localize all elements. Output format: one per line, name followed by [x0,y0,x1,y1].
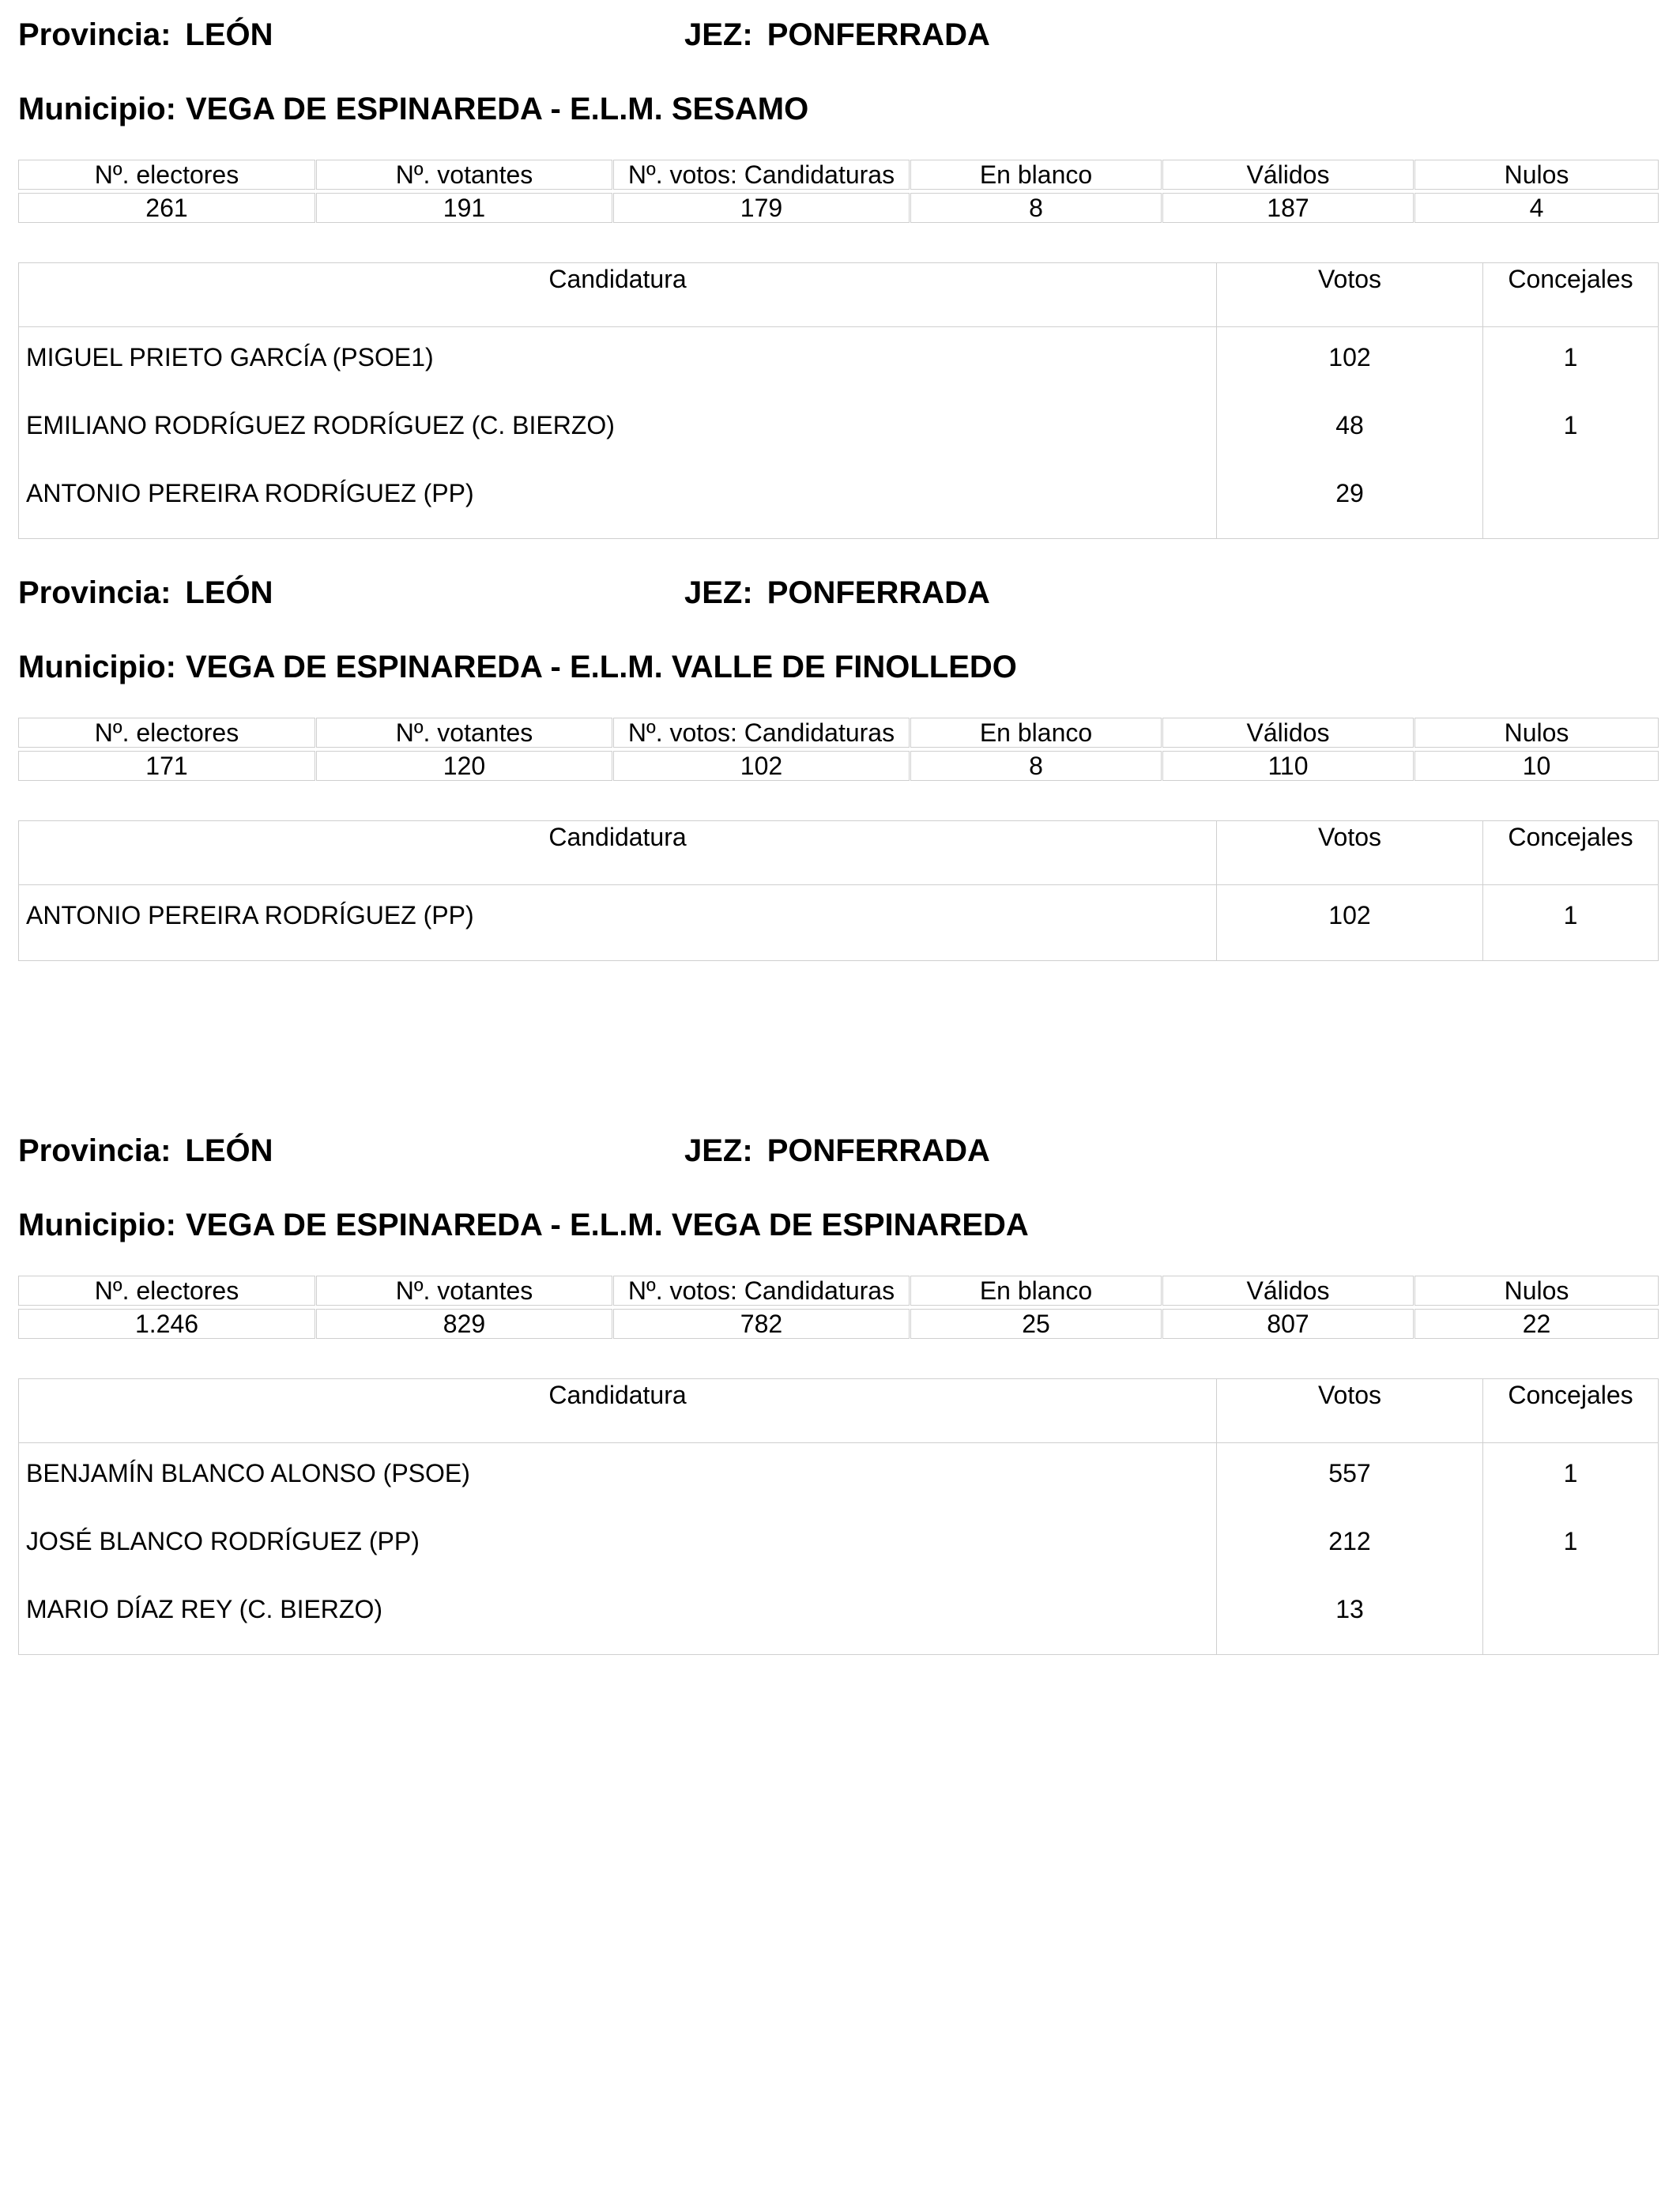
summary-value-row [18,751,1659,781]
provincia-value: LEÓN [185,575,273,610]
candidate-concejales: 1 [1563,901,1578,929]
summary-header-row [18,160,1659,190]
summary-value-cell: 120 [316,751,612,781]
candidate-row [19,391,1658,459]
summary-value-cell: 8 [910,751,1162,781]
summary-header-row [18,718,1659,748]
summary-header-cell: En blanco [910,718,1162,748]
summary-header-cell: Nº. votos: Candidaturas [613,718,910,748]
candidates-header-row [19,1379,1658,1443]
municipio-value: VEGA DE ESPINAREDA - E.L.M. VEGA DE ESPINAREDA [185,1208,1029,1242]
candidate-name: MARIO DÍAZ REY (C. BIERZO) [26,1595,382,1623]
candidate-votes: 102 [1328,901,1371,929]
candidates-header-cell: Candidatura [548,265,687,293]
summary-value-cell: 25 [910,1309,1162,1339]
candidate-row [19,1439,1658,1507]
summary-header-cell: Válidos [1162,718,1414,748]
summary-table [18,1276,1659,1339]
candidate-row [19,1575,1658,1643]
summary-header-cell: Nº. votantes [316,1276,612,1306]
summary-table [18,718,1659,781]
jez-value: PONFERRADA [767,17,990,52]
summary-table [18,160,1659,223]
summary-header-cell: Nulos [1414,160,1659,190]
summary-value-row [18,193,1659,223]
summary-value-cell: 4 [1414,193,1659,223]
candidates-header-cell: Concejales [1508,265,1633,293]
municipio-label: Municipio: [18,1208,176,1242]
jez-value: PONFERRADA [767,575,990,610]
jez-label: JEZ: [684,575,753,610]
jez-line [684,1132,990,1170]
candidate-name: BENJAMÍN BLANCO ALONSO (PSOE) [26,1459,470,1487]
provincia-line [18,16,273,54]
summary-header-cell: Válidos [1162,1276,1414,1306]
candidates-table [18,262,1659,539]
summary-value-cell: 191 [316,193,612,223]
summary-value-cell: 110 [1162,751,1414,781]
summary-header-cell: Nº. electores [18,1276,315,1306]
provincia-value: LEÓN [185,1133,273,1168]
candidate-concejales: 1 [1563,1459,1578,1487]
candidates-header-row [19,821,1658,885]
summary-header-cell: Nº. electores [18,160,315,190]
jez-label: JEZ: [684,17,753,52]
summary-header-cell: En blanco [910,1276,1162,1306]
summary-header-cell: Nº. votantes [316,160,612,190]
provincia-label: Provincia: [18,575,171,610]
municipio-value: VEGA DE ESPINAREDA - E.L.M. SESAMO [185,92,809,126]
summary-header-cell: Nº. votantes [316,718,612,748]
candidate-row [19,459,1658,527]
summary-header-cell: Nº. votos: Candidaturas [613,160,910,190]
candidate-name: JOSÉ BLANCO RODRÍGUEZ (PP) [26,1527,420,1555]
summary-value-cell: 1.246 [18,1309,315,1339]
summary-header-cell: Válidos [1162,160,1414,190]
candidate-row [19,1507,1658,1575]
candidates-header-cell: Votos [1317,265,1382,293]
summary-value-cell: 10 [1414,751,1659,781]
candidate-votes: 557 [1328,1459,1371,1487]
candidates-header-cell: Candidatura [548,1381,687,1409]
summary-value-cell: 261 [18,193,315,223]
candidate-votes: 102 [1328,343,1371,371]
municipio-value: VEGA DE ESPINAREDA - E.L.M. VALLE DE FINOLLEDO [185,650,1017,684]
summary-value-cell: 22 [1414,1309,1659,1339]
municipio-label: Municipio: [18,650,176,684]
jez-line [684,574,990,612]
summary-header-cell: Nº. votos: Candidaturas [613,1276,910,1306]
jez-line [684,16,990,54]
candidate-votes: 13 [1335,1595,1364,1623]
candidate-concejales: 1 [1563,343,1578,371]
provincia-value: LEÓN [185,17,273,52]
summary-header-row [18,1276,1659,1306]
summary-header-cell: Nº. electores [18,718,315,748]
summary-header-cell: Nulos [1414,718,1659,748]
candidates-table [18,1378,1659,1655]
candidate-concejales: 1 [1563,411,1578,439]
summary-value-row [18,1309,1659,1339]
summary-value-cell: 8 [910,193,1162,223]
provincia-label: Provincia: [18,17,171,52]
municipio-line [18,90,808,128]
election-section [0,1116,1680,1669]
municipio-line [18,648,1017,686]
candidate-name: ANTONIO PEREIRA RODRÍGUEZ (PP) [26,901,474,929]
candidate-concejales: 1 [1563,1527,1578,1555]
provincia-line [18,1132,273,1170]
summary-header-cell: En blanco [910,160,1162,190]
candidates-header-row [19,263,1658,327]
summary-value-cell: 171 [18,751,315,781]
candidate-row [19,881,1658,949]
jez-label: JEZ: [684,1133,753,1168]
summary-value-cell: 807 [1162,1309,1414,1339]
candidate-votes: 29 [1335,479,1364,507]
candidates-header-cell: Concejales [1508,823,1633,851]
summary-value-cell: 782 [613,1309,910,1339]
candidate-row [19,323,1658,391]
jez-value: PONFERRADA [767,1133,990,1168]
summary-value-cell: 829 [316,1309,612,1339]
candidate-concejales [1483,1575,1658,1643]
candidate-name: MIGUEL PRIETO GARCÍA (PSOE1) [26,343,434,371]
candidate-votes: 212 [1328,1527,1371,1555]
provincia-label: Provincia: [18,1133,171,1168]
candidates-header-cell: Votos [1317,1381,1382,1409]
candidates-table [18,820,1659,961]
candidates-header-cell: Candidatura [548,823,687,851]
candidate-name: EMILIANO RODRÍGUEZ RODRÍGUEZ (C. BIERZO) [26,411,615,439]
election-section [0,0,1680,553]
summary-header-cell: Nulos [1414,1276,1659,1306]
candidates-header-cell: Concejales [1508,1381,1633,1409]
candidate-name: ANTONIO PEREIRA RODRÍGUEZ (PP) [26,479,474,507]
provincia-line [18,574,273,612]
candidates-header-cell: Votos [1317,823,1382,851]
election-section [0,558,1680,1111]
candidate-votes: 48 [1335,411,1364,439]
municipio-line [18,1206,1029,1244]
candidate-concejales [1483,459,1658,527]
municipio-label: Municipio: [18,92,176,126]
summary-value-cell: 187 [1162,193,1414,223]
summary-value-cell: 102 [613,751,910,781]
summary-value-cell: 179 [613,193,910,223]
